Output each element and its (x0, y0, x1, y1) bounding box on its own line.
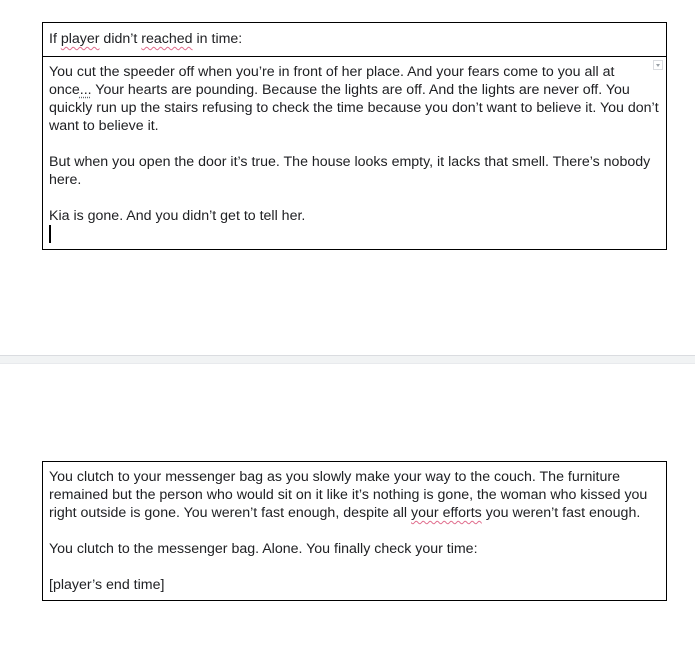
spellcheck-word[interactable]: player (60, 31, 100, 47)
table-body-cell[interactable] (43, 462, 667, 601)
paragraph: But when you open the door it’s true. The house looks empty, it lacks that smell. There’s nobody here. (49, 154, 651, 188)
table-row (43, 23, 667, 57)
table-row (43, 57, 667, 250)
paragraph: You clutch to the messenger bag. Alone. You finally check your time: (49, 541, 478, 557)
table-header-cell[interactable] (43, 23, 667, 57)
story-table-not-reached (42, 22, 667, 250)
spellcheck-word[interactable]: your efforts (411, 505, 482, 521)
story-table-continued (42, 461, 667, 601)
grammar-suggestion[interactable]: ... (79, 82, 92, 98)
page-break (0, 355, 695, 364)
paragraph: You clutch to your messenger bag as you slowly make your way to the couch. The furniture remained but the person who would sit on it like it’s nothing is gone, the woman who kissed you right outside is gone. You weren’t fast enough, despite all your efforts you weren’t fast enough. (49, 469, 648, 521)
text-cursor (49, 225, 51, 243)
cursor-line[interactable] (49, 225, 660, 243)
header-text: If player didn’t reached in time: (49, 31, 243, 47)
table-row (43, 462, 667, 601)
paragraph: You cut the speeder off when you’re in front of her place. And your fears come to you all at once... Your hearts are pounding. Because the lights are off. And the lights are never off. You quickly run up the stairs refusing to check the time because you don’t want to believe it. You don’t want to believe it. (49, 64, 659, 134)
paragraph: Kia is gone. And you didn’t get to tell her. (49, 208, 306, 224)
paragraph: [player’s end time] (49, 577, 165, 593)
table-body-cell[interactable] (43, 57, 667, 250)
spellcheck-word[interactable]: reached (141, 31, 193, 47)
cell-menu-icon[interactable] (653, 60, 663, 70)
